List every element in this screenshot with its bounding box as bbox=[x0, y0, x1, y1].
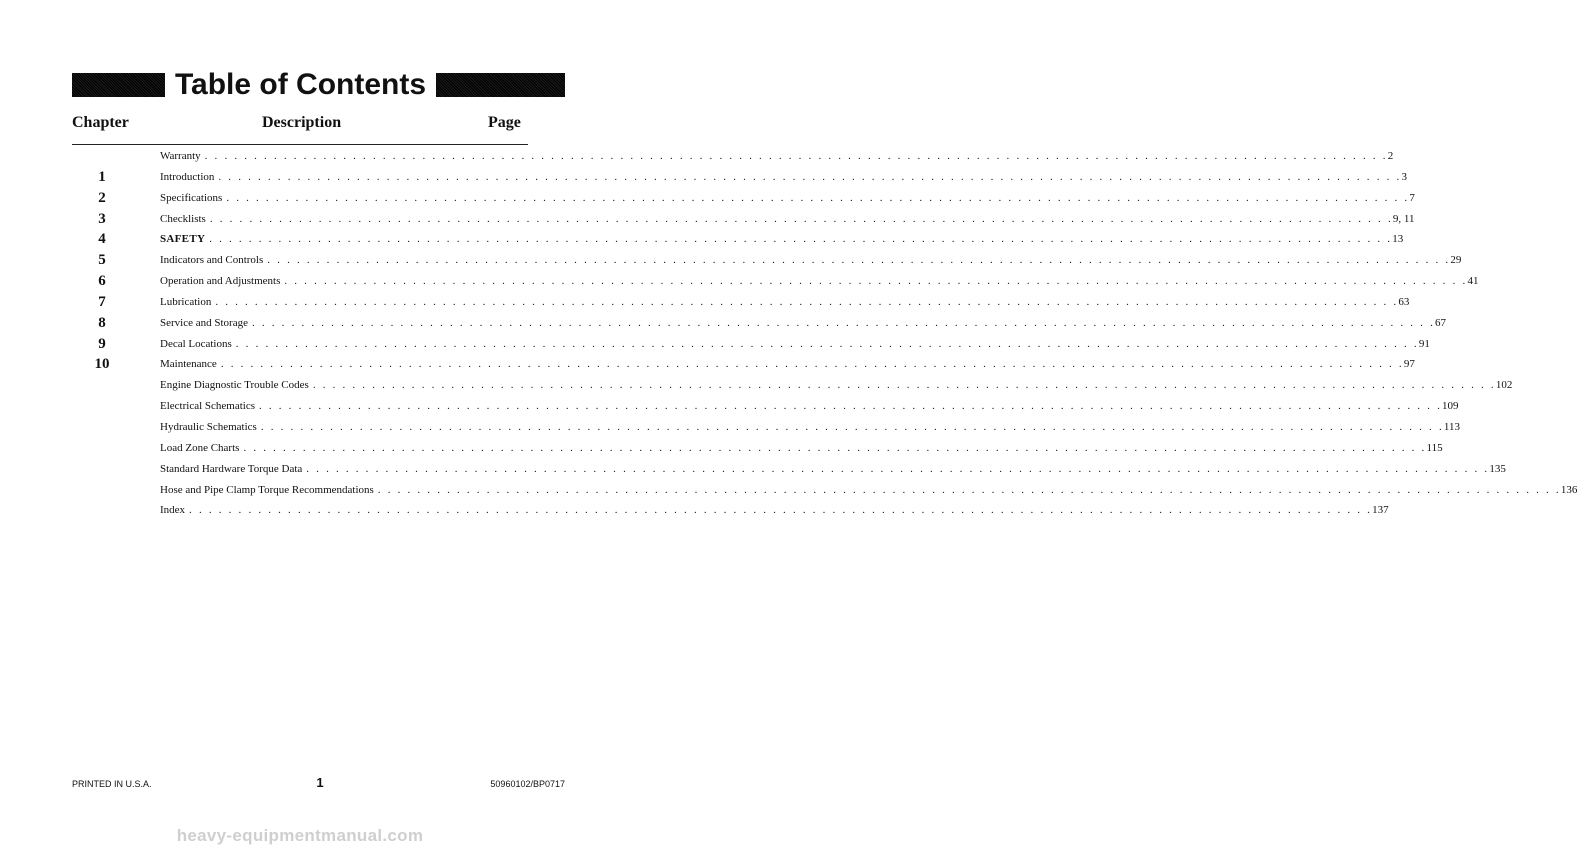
toc-row bbox=[0, 250, 1462, 271]
entry-label: Hydraulic Schematics bbox=[160, 420, 257, 433]
chapter-number: 6 bbox=[98, 273, 106, 290]
column-header-page: Page bbox=[488, 114, 521, 131]
toc-entry bbox=[160, 482, 1577, 498]
toc-entry bbox=[160, 461, 1506, 477]
entry-label: Checklists bbox=[160, 212, 206, 225]
dot-leader: . . . . . . . . . . . . . . . . . . . . . . . . . . . . . . . . . . . . . . . . . . . . . . . . . . . . . . . . . . . . . . . . . . . . . . . . . . . . . . . . . . . . . . . . . . . . . . . . . . . . . . . . . . . . . . . . . . . . . . . . bbox=[218, 170, 1402, 183]
entry-page: 9, 11 bbox=[1392, 212, 1415, 225]
dot-leader: . . . . . . . . . . . . . . . . . . . . . . . . . . . . . . . . . . . . . . . . . . . . . . . . . . . . . . . . . . . . . . . . . . . . . . . . . . . . . . . . . . . . . . . . . . . . . . . . . . . . . . . . . . . . . . . . . . . . . . . . bbox=[306, 462, 1490, 475]
dot-leader: . . . . . . . . . . . . . . . . . . . . . . . . . . . . . . . . . . . . . . . . . . . . . . . . . . . . . . . . . . . . . . . . . . . . . . . . . . . . . . . . . . . . . . . . . . . . . . . . . . . . . . . . . . . . . . . . . . . . . . . . bbox=[267, 254, 1451, 267]
entry-label: Operation and Adjustments bbox=[160, 275, 281, 288]
entry-page: 63 bbox=[1398, 295, 1410, 308]
chapter-number: 10 bbox=[94, 356, 110, 373]
title-bar-left bbox=[72, 73, 165, 97]
chapter-number: 1 bbox=[98, 168, 106, 185]
dot-leader: . . . . . . . . . . . . . . . . . . . . . . . . . . . . . . . . . . . . . . . . . . . . . . . . . . . . . . . . . . . . . . . . . . . . . . . . . . . . . . . . . . . . . . . . . . . . . . . . . . . . . . . . . . . . . . . . . . . . . . . . bbox=[251, 316, 1436, 329]
entry-page: 41 bbox=[1467, 275, 1479, 288]
column-header-description: Description bbox=[262, 114, 342, 131]
dot-leader: . . . . . . . . . . . . . . . . . . . . . . . . . . . . . . . . . . . . . . . . . . . . . . . . . . . . . . . . . . . . . . . . . . . . . . . . . . . . . . . . . . . . . . . . . . . . . . . . . . . . . . . . . . . . . . . . . . . . . . . . bbox=[235, 337, 1419, 350]
toc-entry bbox=[160, 315, 1447, 331]
entry-page: 109 bbox=[1442, 400, 1459, 413]
toc-entry bbox=[160, 377, 1513, 393]
toc-entry bbox=[160, 211, 1415, 227]
entry-page: 7 bbox=[1409, 191, 1415, 204]
toc-row bbox=[0, 459, 1506, 480]
toc-list bbox=[0, 146, 1577, 521]
entry-page: 67 bbox=[1435, 316, 1447, 329]
title-bar-right bbox=[436, 73, 565, 97]
toc-row bbox=[0, 188, 1415, 209]
entry-label: Engine Diagnostic Trouble Codes bbox=[160, 379, 309, 392]
footer-printed: PRINTED IN U.S.A. bbox=[72, 779, 152, 789]
toc-row bbox=[0, 146, 1394, 167]
watermark: heavy-equipmentmanual.com bbox=[176, 826, 424, 845]
dot-leader: . . . . . . . . . . . . . . . . . . . . . . . . . . . . . . . . . . . . . . . . . . . . . . . . . . . . . . . . . . . . . . . . . . . . . . . . . . . . . . . . . . . . . . . . . . . . . . . . . . . . . . . . . . . . . . . . . . . . . . . . bbox=[258, 400, 1443, 413]
entry-label: Lubrication bbox=[160, 295, 212, 308]
entry-label: Maintenance bbox=[160, 358, 217, 371]
entry-page: 135 bbox=[1489, 462, 1506, 475]
toc-row bbox=[0, 396, 1459, 417]
toc-row bbox=[0, 417, 1460, 438]
toc-row bbox=[0, 500, 1389, 521]
footer-page-number: 1 bbox=[316, 775, 324, 790]
entry-label: Index bbox=[160, 504, 186, 517]
entry-label: Decal Locations bbox=[160, 337, 232, 350]
entry-page: 97 bbox=[1403, 358, 1415, 371]
chapter-number: 7 bbox=[98, 293, 106, 310]
toc-entry bbox=[160, 273, 1479, 289]
entry-page: 113 bbox=[1443, 420, 1460, 433]
entry-page: 137 bbox=[1372, 504, 1389, 517]
toc-entry bbox=[160, 252, 1462, 268]
dot-leader: . . . . . . . . . . . . . . . . . . . . . . . . . . . . . . . . . . . . . . . . . . . . . . . . . . . . . . . . . . . . . . . . . . . . . . . . . . . . . . . . . . . . . . . . . . . . . . . . . . . . . . . . . . . . . . . . . . . . . . . . bbox=[377, 483, 1561, 496]
dot-leader: . . . . . . . . . . . . . . . . . . . . . . . . . . . . . . . . . . . . . . . . . . . . . . . . . . . . . . . . . . . . . . . . . . . . . . . . . . . . . . . . . . . . . . . . . . . . . . . . . . . . . . . . . . . . . . . . . . . . . . . . bbox=[209, 212, 1393, 225]
footer-doc-code: 50960102/BP0717 bbox=[490, 779, 565, 789]
header-divider bbox=[72, 144, 528, 145]
toc-entry bbox=[160, 440, 1443, 456]
dot-leader: . . . . . . . . . . . . . . . . . . . . . . . . . . . . . . . . . . . . . . . . . . . . . . . . . . . . . . . . . . . . . . . . . . . . . . . . . . . . . . . . . . . . . . . . . . . . . . . . . . . . . . . . . . . . . . . . . . . . . . . . bbox=[226, 191, 1410, 204]
chapter-number: 3 bbox=[98, 210, 106, 227]
toc-row bbox=[0, 354, 1415, 375]
toc-entry bbox=[160, 190, 1415, 206]
toc-row bbox=[0, 271, 1479, 292]
entry-page: 3 bbox=[1401, 170, 1407, 183]
toc-entry bbox=[160, 231, 1404, 247]
page-title: Table of Contents bbox=[174, 68, 427, 101]
dot-leader: . . . . . . . . . . . . . . . . . . . . . . . . . . . . . . . . . . . . . . . . . . . . . . . . . . . . . . . . . . . . . . . . . . . . . . . . . . . . . . . . . . . . . . . . . . . . . . . . . . . . . . . . . . . . . . . . . . . . . . . . bbox=[243, 441, 1427, 454]
chapter-number: 9 bbox=[98, 335, 106, 352]
entry-page: 115 bbox=[1426, 441, 1443, 454]
toc-entry bbox=[160, 294, 1410, 310]
toc-entry bbox=[160, 336, 1430, 352]
entry-label: Hose and Pipe Clamp Torque Recommendations bbox=[160, 483, 374, 496]
chapter-number: 5 bbox=[98, 252, 106, 269]
toc-entry bbox=[160, 148, 1394, 164]
entry-page: 13 bbox=[1392, 233, 1404, 246]
toc-entry bbox=[160, 398, 1459, 414]
entry-label: Electrical Schematics bbox=[160, 400, 255, 413]
chapter-number: 4 bbox=[98, 231, 106, 248]
toc-row bbox=[0, 480, 1577, 501]
dot-leader: . . . . . . . . . . . . . . . . . . . . . . . . . . . . . . . . . . . . . . . . . . . . . . . . . . . . . . . . . . . . . . . . . . . . . . . . . . . . . . . . . . . . . . . . . . . . . . . . . . . . . . . . . . . . . . . . . . . . . . . . bbox=[209, 233, 1393, 246]
entry-label: Introduction bbox=[160, 170, 215, 183]
chapter-number: 8 bbox=[98, 314, 106, 331]
entry-page: 102 bbox=[1495, 379, 1513, 392]
entry-label: SAFETY bbox=[160, 233, 206, 246]
entry-page: 2 bbox=[1387, 150, 1394, 162]
entry-label: Standard Hardware Torque Data bbox=[160, 462, 303, 475]
chapter-number: 2 bbox=[98, 189, 106, 206]
entry-label: Warranty bbox=[160, 150, 201, 162]
toc-row bbox=[0, 313, 1447, 334]
toc-entry bbox=[160, 502, 1389, 518]
entry-page: 29 bbox=[1450, 254, 1462, 267]
toc-row bbox=[0, 167, 1407, 188]
toc-row bbox=[0, 438, 1443, 459]
dot-leader: . . . . . . . . . . . . . . . . . . . . . . . . . . . . . . . . . . . . . . . . . . . . . . . . . . . . . . . . . . . . . . . . . . . . . . . . . . . . . . . . . . . . . . . . . . . . . . . . . . . . . . . . . . . . . . . . . . . . . . . . bbox=[215, 295, 1399, 308]
dot-leader: . . . . . . . . . . . . . . . . . . . . . . . . . . . . . . . . . . . . . . . . . . . . . . . . . . . . . . . . . . . . . . . . . . . . . . . . . . . . . . . . . . . . . . . . . . . . . . . . . . . . . . . . . . . . . . . . . . . . . . . . bbox=[284, 275, 1468, 288]
toc-entry bbox=[160, 169, 1407, 185]
toc-row bbox=[0, 209, 1415, 230]
title-banner bbox=[0, 68, 600, 102]
toc-row bbox=[0, 375, 1513, 396]
entry-page: 91 bbox=[1418, 337, 1430, 350]
dot-leader: . . . . . . . . . . . . . . . . . . . . . . . . . . . . . . . . . . . . . . . . . . . . . . . . . . . . . . . . . . . . . . . . . . . . . . . . . . . . . . . . . . . . . . . . . . . . . . . . . . . . . . . . . . . . . . . . . . . . . . . . bbox=[204, 150, 1388, 162]
entry-page: 136 bbox=[1560, 483, 1577, 496]
column-header-chapter: Chapter bbox=[72, 114, 129, 131]
entry-label: Service and Storage bbox=[160, 316, 248, 329]
entry-label: Specifications bbox=[160, 191, 223, 204]
toc-row bbox=[0, 334, 1430, 355]
entry-label: Indicators and Controls bbox=[160, 254, 264, 267]
dot-leader: . . . . . . . . . . . . . . . . . . . . . . . . . . . . . . . . . . . . . . . . . . . . . . . . . . . . . . . . . . . . . . . . . . . . . . . . . . . . . . . . . . . . . . . . . . . . . . . . . . . . . . . . . . . . . . . . . . . . . . . . bbox=[189, 504, 1373, 517]
dot-leader: . . . . . . . . . . . . . . . . . . . . . . . . . . . . . . . . . . . . . . . . . . . . . . . . . . . . . . . . . . . . . . . . . . . . . . . . . . . . . . . . . . . . . . . . . . . . . . . . . . . . . . . . . . . . . . . . . . . . . . . . bbox=[312, 379, 1496, 392]
toc-row bbox=[0, 292, 1410, 313]
toc-entry bbox=[160, 356, 1415, 372]
toc-row bbox=[0, 229, 1404, 250]
toc-entry bbox=[160, 419, 1460, 435]
dot-leader: . . . . . . . . . . . . . . . . . . . . . . . . . . . . . . . . . . . . . . . . . . . . . . . . . . . . . . . . . . . . . . . . . . . . . . . . . . . . . . . . . . . . . . . . . . . . . . . . . . . . . . . . . . . . . . . . . . . . . . . . bbox=[260, 420, 1444, 433]
entry-label: Load Zone Charts bbox=[160, 441, 240, 454]
dot-leader: . . . . . . . . . . . . . . . . . . . . . . . . . . . . . . . . . . . . . . . . . . . . . . . . . . . . . . . . . . . . . . . . . . . . . . . . . . . . . . . . . . . . . . . . . . . . . . . . . . . . . . . . . . . . . . . . . . . . . . . . bbox=[220, 358, 1404, 371]
